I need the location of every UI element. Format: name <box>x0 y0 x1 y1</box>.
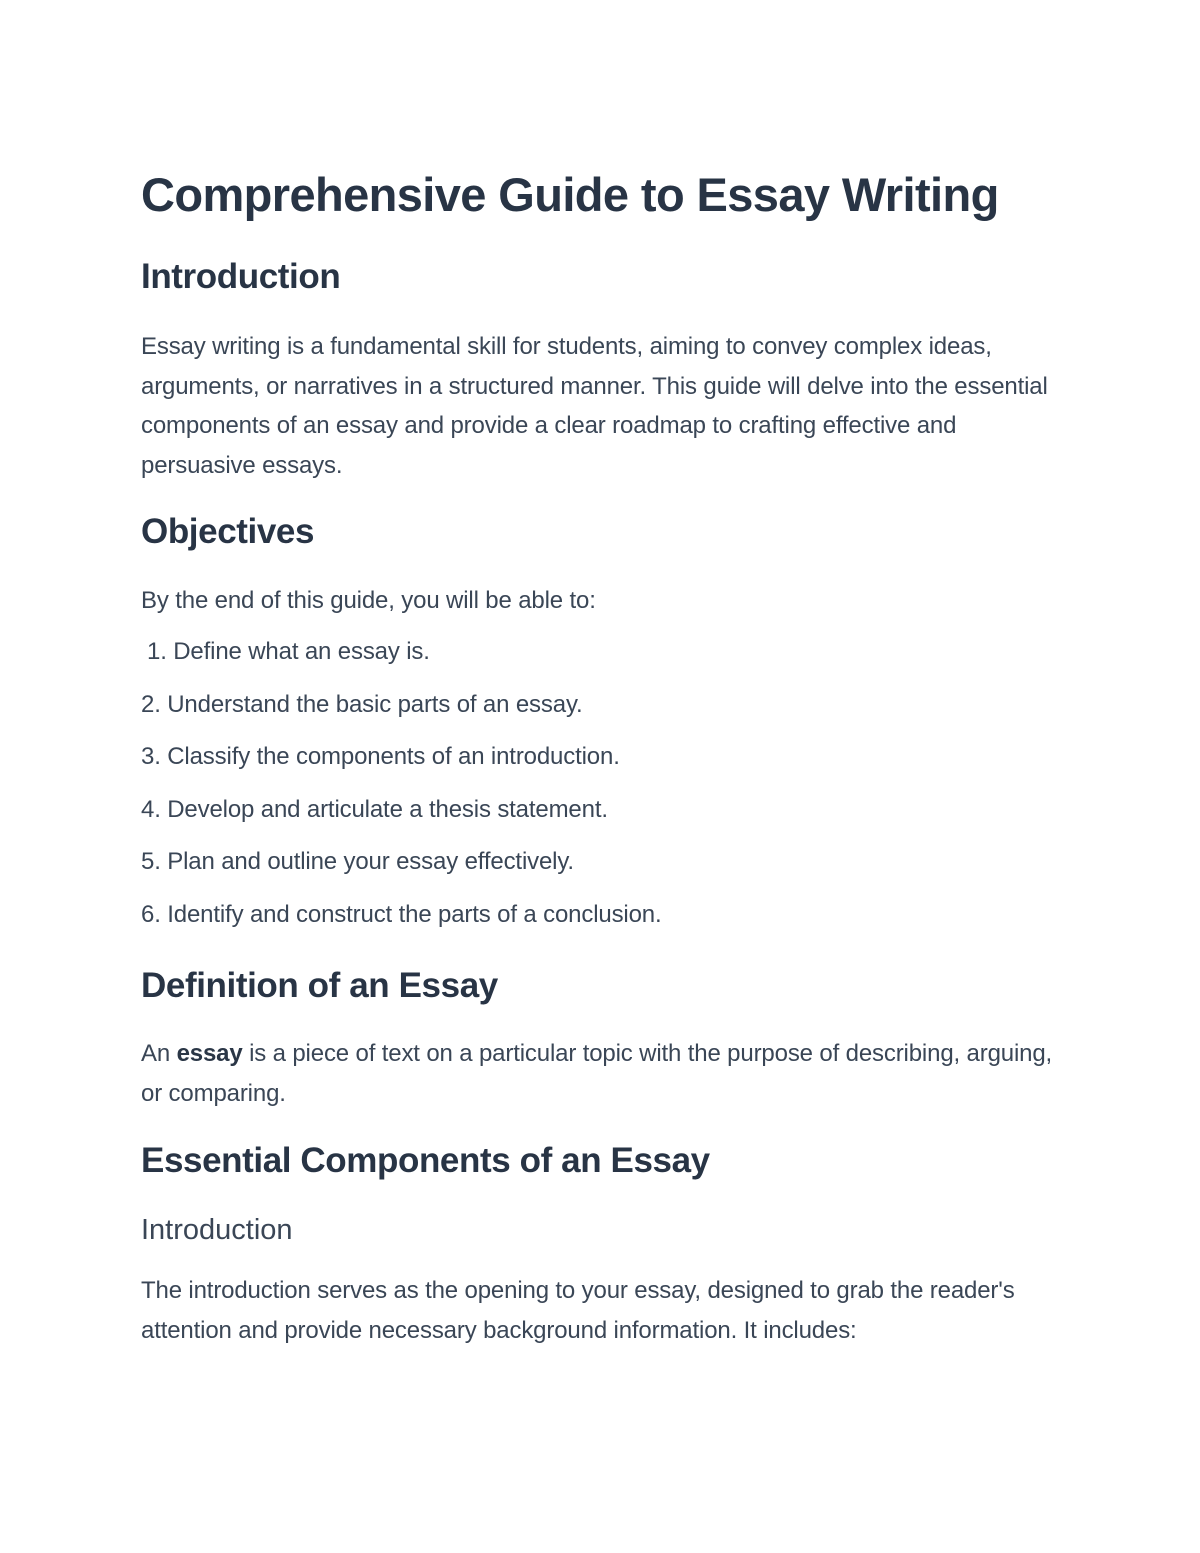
definition-rest: is a piece of text on a particular topic with the purpose of describing, arguing, or comparing. <box>141 1040 1053 1107</box>
components-introduction-subheading: Introduction <box>141 1214 293 1246</box>
definition-term: essay <box>176 1040 243 1067</box>
list-item <box>141 685 662 738</box>
list-item-number: 2. <box>141 690 161 718</box>
objectives-heading: Objectives <box>141 512 315 551</box>
objectives-list <box>141 632 662 948</box>
list-item-number: 3. <box>141 743 161 771</box>
definition-paragraph <box>141 1034 1071 1113</box>
document-title: Comprehensive Guide to Essay Writing <box>141 168 999 221</box>
list-item-text: Define what an essay is. <box>173 638 430 665</box>
list-item-number: 4. <box>141 795 161 823</box>
list-item <box>141 737 662 790</box>
list-item-number: 6. <box>141 900 161 928</box>
definition-heading: Definition of an Essay <box>141 966 498 1005</box>
list-item <box>141 632 662 685</box>
definition-prefix: An <box>141 1040 177 1067</box>
list-item-text: Plan and outline your essay effectively. <box>167 848 574 876</box>
list-item <box>141 842 662 895</box>
list-item-text: Classify the components of an introduction. <box>167 743 620 771</box>
list-item <box>141 790 662 843</box>
list-item-text: Understand the basic parts of an essay. <box>167 690 583 718</box>
list-item <box>141 895 662 948</box>
introduction-heading: Introduction <box>141 257 341 296</box>
introduction-paragraph: Essay writing is a fundamental skill for students, aiming to convey complex ideas, arguments, or narratives in a structured manner. This guide will delve into the essential components of an essay and provide a clear roadmap to crafting effective and persuasive essays. <box>141 333 1048 479</box>
list-item-number: 1. <box>147 638 167 665</box>
list-item-text: Identify and construct the parts of a conclusion. <box>167 900 662 928</box>
components-introduction-paragraph: The introduction serves as the opening to your essay, designed to grab the reader's attention and provide necessary background information. It includes: <box>141 1277 1015 1344</box>
components-heading: Essential Components of an Essay <box>141 1141 710 1180</box>
list-item-number: 5. <box>141 848 161 876</box>
objectives-lead: By the end of this guide, you will be able to: <box>141 587 596 614</box>
list-item-text: Develop and articulate a thesis statement. <box>167 795 608 823</box>
